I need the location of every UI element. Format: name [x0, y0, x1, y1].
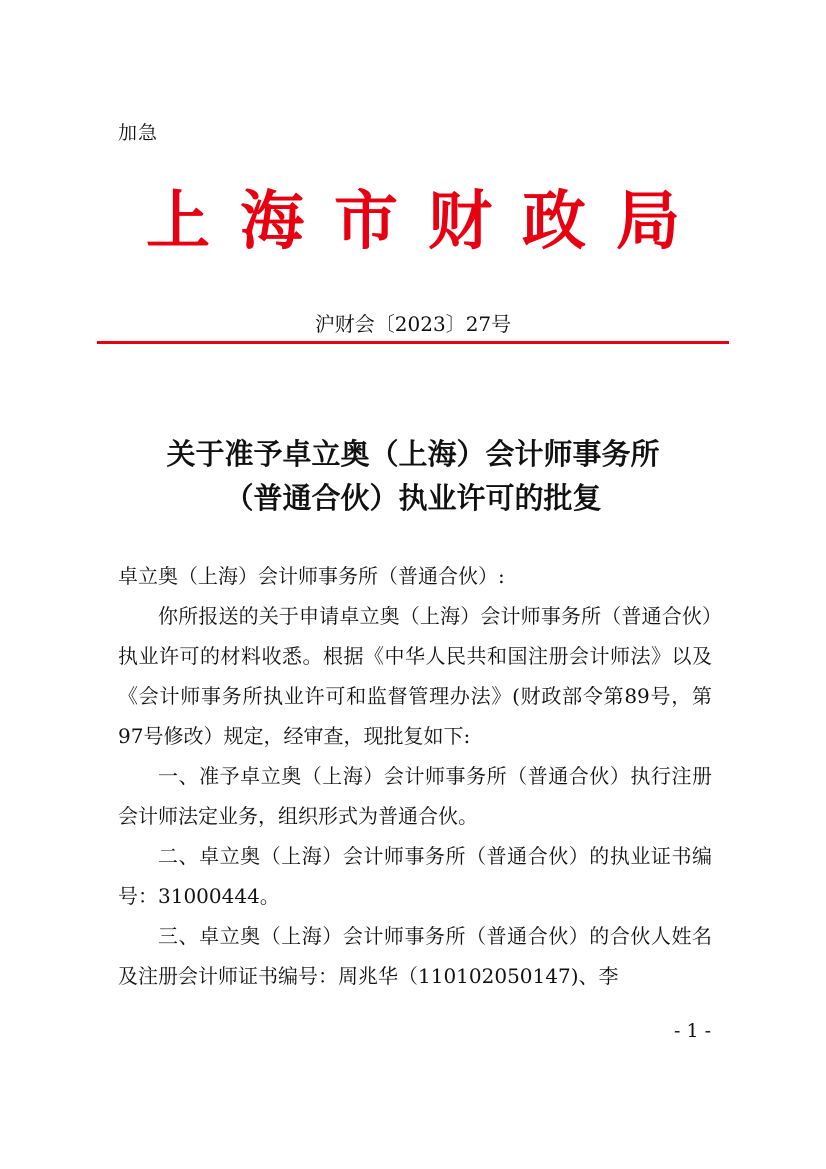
body-paragraph: 三、卓立奥（上海）会计师事务所（普通合伙）的合伙人姓名及注册会计师证书编号：周兆华（110102050147)、李 — [118, 924, 712, 988]
page-number: - 1 - — [673, 1020, 711, 1042]
body-paragraph: 一、准予卓立奥（上海）会计师事务所（普通合伙）执行注册会计师法定业务，组织形式为普通合伙。 — [118, 764, 712, 828]
body-paragraph: 二、卓立奥（上海）会计师事务所（普通合伙）的执业证书编号：31000444。 — [118, 844, 712, 908]
issuer-heading: 上海市财政局 — [146, 184, 710, 259]
document-body — [118, 556, 712, 996]
document-title — [0, 432, 826, 520]
body-paragraph: 你所报送的关于申请卓立奥（上海）会计师事务所（普通合伙）执业许可的材料收悉。根据《中华人民共和国注册会计师法》以及《会计师事务所执业许可和监督管理办法》(财政部令第89号，第97号修改）规定，经审查，现批复如下: — [118, 604, 712, 748]
salutation: 卓立奥（上海）会计师事务所（普通合伙）: — [118, 564, 505, 588]
title-line-2: （普通合伙）执业许可的批复 — [224, 481, 602, 515]
red-divider-line — [97, 341, 729, 344]
document-number: 沪财会〔2023〕27号 — [314, 312, 512, 336]
title-line-1: 关于准予卓立奥（上海）会计师事务所 — [166, 437, 660, 471]
urgency-label: 加急 — [118, 122, 159, 144]
